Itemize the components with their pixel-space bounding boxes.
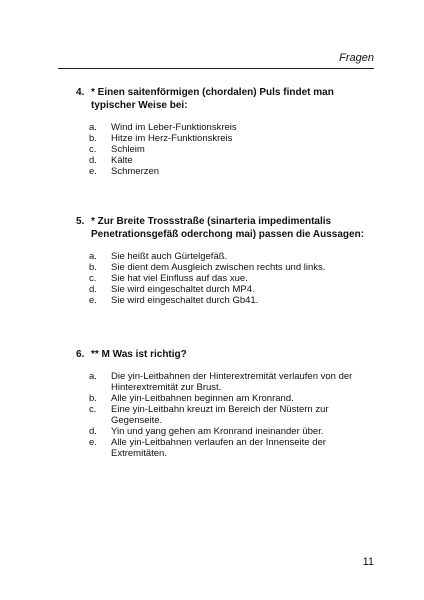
- answer-item: [76, 393, 376, 404]
- answer-item: [76, 166, 376, 177]
- answer-item: [76, 371, 376, 393]
- answer-list: [76, 371, 376, 459]
- answer-item: [76, 295, 376, 306]
- question-number: 5.: [76, 216, 85, 227]
- answer-list: [76, 122, 376, 177]
- answer-letter: e.: [89, 437, 97, 448]
- answer-text: Die yin-Leitbahnen der Hinterextremität verlaufen von der Hinterextremität zur Brust.: [111, 371, 353, 393]
- answer-letter: a.: [89, 122, 97, 133]
- answer-letter: c.: [89, 144, 97, 155]
- question-text: * Zur Breite Trossstraße (sinarteria impedimentalis Penetrationsgefäß oderchong mai) passen die Aussagen:: [91, 216, 365, 240]
- answer-item: [76, 284, 376, 295]
- answer-letter: d.: [89, 426, 97, 437]
- header-title: Fragen: [339, 52, 374, 64]
- question-heading: [76, 86, 376, 112]
- answer-item: [76, 262, 376, 273]
- question-6: [76, 348, 376, 459]
- answer-letter: a.: [89, 371, 97, 382]
- answer-letter: b.: [89, 393, 97, 404]
- answer-text: Alle yin-Leitbahnen beginnen am Kronrand.: [111, 393, 294, 404]
- answer-letter: e.: [89, 295, 97, 306]
- answer-letter: e.: [89, 166, 97, 177]
- answer-text: Alle yin-Leitbahnen verlaufen an der Innenseite der Extremitäten.: [111, 437, 326, 459]
- question-heading: [76, 348, 376, 361]
- question-heading: [76, 215, 376, 241]
- answer-letter: c.: [89, 404, 97, 415]
- answer-item: [76, 144, 376, 155]
- answer-letter: b.: [89, 133, 97, 144]
- answer-item: [76, 133, 376, 144]
- question-number: 4.: [76, 87, 85, 98]
- answer-text: Hitze im Herz-Funktionskreis: [111, 133, 233, 144]
- answer-item: [76, 404, 376, 426]
- answer-text: Sie heißt auch Gürtelgefäß.: [111, 251, 228, 262]
- question-5: [76, 215, 376, 306]
- answer-text: Sie wird eingeschaltet durch MP4.: [111, 284, 255, 295]
- answer-letter: d.: [89, 284, 97, 295]
- answer-item: [76, 122, 376, 133]
- answer-list: [76, 251, 376, 306]
- answer-text: Schleim: [111, 144, 145, 155]
- question-4: [76, 86, 376, 177]
- question-text: * Einen saitenförmigen (chordalen) Puls findet man typischer Weise bei:: [91, 87, 334, 111]
- answer-item: [76, 437, 376, 459]
- header-rule: [58, 68, 374, 69]
- answer-text: Eine yin-Leitbahn kreuzt im Bereich der Nüstern zur Gegenseite.: [111, 404, 329, 426]
- answer-item: [76, 426, 376, 437]
- question-text: ** M Was ist richtig?: [91, 349, 187, 360]
- answer-text: Schmerzen: [111, 166, 160, 177]
- answer-item: [76, 251, 376, 262]
- answer-text: Kälte: [111, 155, 133, 166]
- answer-text: Wind im Leber-Funktionskreis: [111, 122, 237, 133]
- answer-letter: c.: [89, 273, 97, 284]
- question-number: 6.: [76, 349, 85, 360]
- page-header: [58, 52, 374, 68]
- answer-text: Yin und yang gehen am Kronrand ineinander über.: [111, 426, 324, 437]
- answer-letter: a.: [89, 251, 97, 262]
- answer-text: Sie dient dem Ausgleich zwischen rechts und links.: [111, 262, 326, 273]
- answer-item: [76, 273, 376, 284]
- page-number: 11: [362, 556, 374, 568]
- answer-letter: b.: [89, 262, 97, 273]
- answer-text: Sie hat viel Einfluss auf das xue.: [111, 273, 248, 284]
- answer-letter: d.: [89, 155, 97, 166]
- answer-item: [76, 155, 376, 166]
- answer-text: Sie wird eingeschaltet durch Gb41.: [111, 295, 259, 306]
